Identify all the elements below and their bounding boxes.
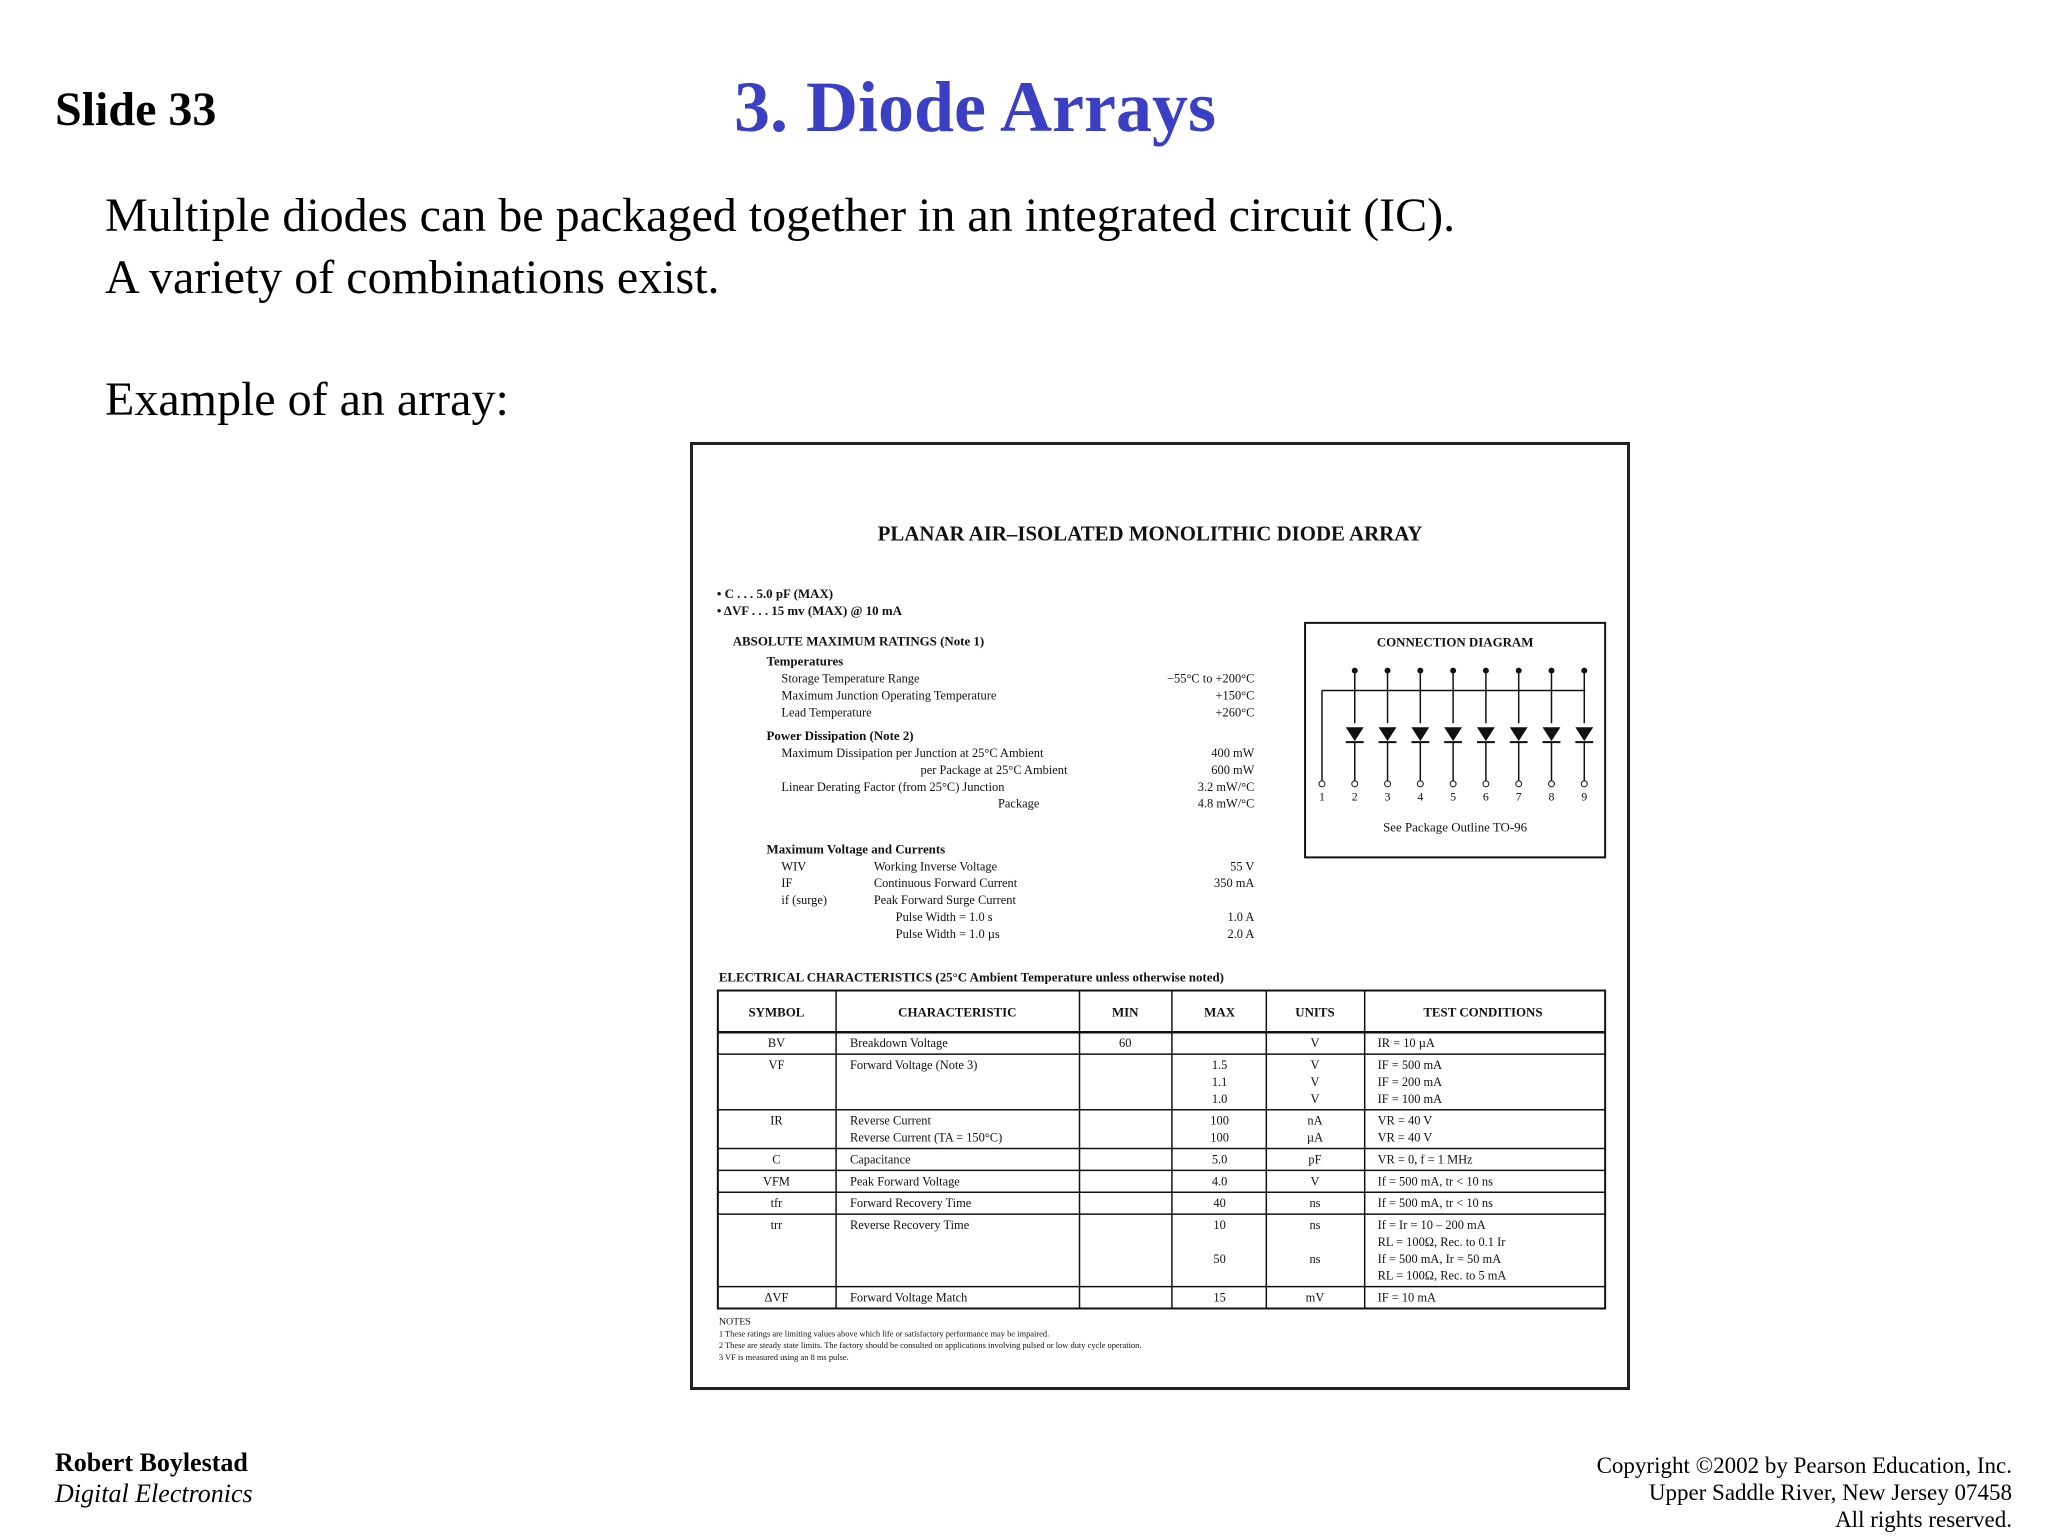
table-cell-characteristic: Forward Voltage (Note 3) (849, 1058, 978, 1073)
table-cell-characteristic: Forward Recovery Time (849, 1196, 972, 1211)
table-cell-characteristic: Breakdown Voltage (849, 1036, 948, 1051)
slide-title: 3. Diode Arrays (734, 67, 1216, 147)
diode-icon (1543, 727, 1561, 741)
footer-copyright-1: Copyright ©2002 by Pearson Education, Inc. (1596, 1453, 2012, 1478)
table-cell-max: 10 (1213, 1217, 1226, 1232)
table-cell-condition: RL = 100Ω, Rec. to 0.1 Ir (1377, 1234, 1506, 1249)
connection-title: CONNECTION DIAGRAM (1376, 634, 1534, 650)
rating-symbol: WIV (781, 859, 807, 874)
junction-dot (1549, 668, 1555, 674)
table-cell-symbol: C (772, 1152, 781, 1167)
pin-number: 7 (1515, 789, 1522, 804)
rating-label: Package (998, 796, 1040, 811)
rating-value: +150°C (1215, 688, 1255, 703)
diode-icon (1575, 727, 1593, 741)
pin-terminal (1516, 781, 1522, 787)
pin-terminal (1549, 781, 1555, 787)
rating-label: Maximum Junction Operating Temperature (781, 688, 997, 703)
table-cell-units: ns (1309, 1196, 1321, 1211)
rating-label: Continuous Forward Current (873, 876, 1018, 891)
table-cell-symbol: ΔVF (764, 1290, 789, 1305)
rating-value: 3.2 mW/°C (1197, 779, 1255, 794)
body-line-1: Multiple diodes can be packaged together in an integrated circuit (IC). (105, 189, 1456, 242)
datasheet-bullet: • ΔVF . . . 15 mv (MAX) @ 10 mA (716, 602, 902, 618)
rating-value: +260°C (1215, 705, 1255, 720)
table-cell-units: mV (1305, 1290, 1325, 1305)
table-cell-units: V (1310, 1058, 1320, 1073)
table-cell-max: 100 (1210, 1113, 1229, 1128)
table-cell-max: 4.0 (1211, 1174, 1228, 1189)
table-cell-units: ns (1309, 1217, 1321, 1232)
table-cell-characteristic: Peak Forward Voltage (849, 1174, 960, 1189)
pin-number: 8 (1548, 789, 1555, 804)
pin-terminal (1352, 781, 1358, 787)
rating-value: 2.0 A (1227, 926, 1255, 941)
diode-icon (1411, 727, 1429, 741)
table-cell-units: V (1310, 1074, 1320, 1089)
table-cell-max: 1.1 (1211, 1074, 1228, 1089)
junction-dot (1483, 668, 1489, 674)
rating-label: Maximum Dissipation per Junction at 25°C Ambient (781, 746, 1044, 761)
table-cell-units: V (1310, 1036, 1320, 1051)
body-line-2: A variety of combinations exist. (105, 251, 720, 304)
table-cell-symbol: trr (770, 1217, 783, 1232)
table-cell-max: 1.0 (1211, 1091, 1228, 1106)
elec-heading: ELECTRICAL CHARACTERISTICS (25°C Ambient Temperature unless otherwise noted) (718, 969, 1224, 985)
pin-terminal (1450, 781, 1456, 787)
datasheet-bullet: • C . . . 5.0 pF (MAX) (716, 586, 834, 602)
junction-dot (1417, 668, 1423, 674)
table-cell-condition: IF = 200 mA (1377, 1074, 1443, 1089)
pin-number: 3 (1384, 789, 1391, 804)
rating-label: Working Inverse Voltage (873, 859, 998, 874)
connection-note: See Package Outline TO-96 (1383, 819, 1528, 835)
rating-label: Pulse Width = 1.0 µs (895, 926, 1000, 941)
table-cell-max: 100 (1210, 1130, 1229, 1145)
rating-symbol: if (surge) (781, 893, 828, 908)
table-cell-condition: RL = 100Ω, Rec. to 5 mA (1377, 1268, 1507, 1283)
table-cell-condition: IF = 100 mA (1377, 1091, 1443, 1106)
junction-dot (1581, 668, 1587, 674)
rating-value: 350 mA (1214, 876, 1255, 891)
abs-max-heading: ABSOLUTE MAXIMUM RATINGS (Note 1) (732, 633, 985, 649)
pin-number: 1 (1318, 789, 1325, 804)
pin-terminal (1417, 781, 1423, 787)
rating-value: −55°C to +200°C (1167, 671, 1255, 686)
rating-label: Peak Forward Surge Current (873, 893, 1016, 908)
table-cell-max: 50 (1213, 1251, 1226, 1266)
datasheet-image (690, 442, 1630, 1390)
pin-number: 9 (1581, 789, 1588, 804)
notes-heading: NOTES (718, 1316, 751, 1328)
diode-icon (1477, 727, 1495, 741)
table-cell-max: 15 (1213, 1290, 1226, 1305)
table-cell-symbol: tfr (770, 1196, 783, 1211)
table-cell-units: µA (1306, 1130, 1324, 1145)
table-cell-condition: If = 500 mA, tr < 10 ns (1377, 1196, 1493, 1211)
note-line: 2 These are steady state limits. The factory should be consulted on applications involving pulsed or low duty cycle operation. (718, 1340, 1142, 1351)
table-cell-condition: VR = 40 V (1377, 1113, 1433, 1128)
footer-copyright-3: All rights reserved. (1835, 1507, 2012, 1532)
footer-book: Digital Electronics (55, 1479, 253, 1508)
diode-icon (1379, 727, 1397, 741)
table-cell-symbol: IR (770, 1113, 783, 1128)
table-cell-characteristic: Forward Voltage Match (849, 1290, 968, 1305)
table-cell-units: ns (1309, 1251, 1321, 1266)
datasheet-title: PLANAR AIR–ISOLATED MONOLITHIC DIODE ARRAY (877, 521, 1423, 546)
table-cell-units: V (1310, 1174, 1320, 1189)
table-header: UNITS (1295, 1004, 1335, 1020)
pin-terminal (1385, 781, 1391, 787)
rating-value: 400 mW (1211, 746, 1255, 761)
pin-terminal (1581, 781, 1587, 787)
table-header: MIN (1111, 1004, 1139, 1020)
table-header: TEST CONDITIONS (1423, 1004, 1543, 1020)
rating-label: Lead Temperature (781, 705, 872, 720)
table-cell-min: 60 (1119, 1036, 1132, 1051)
rating-value: 1.0 A (1227, 909, 1255, 924)
pin-terminal (1319, 781, 1325, 787)
rating-value: 600 mW (1211, 762, 1255, 777)
diode-icon (1346, 727, 1364, 741)
table-header: SYMBOL (748, 1004, 805, 1020)
datasheet-figure (693, 445, 1627, 1387)
table-cell-condition: IR = 10 µA (1377, 1036, 1435, 1051)
table-cell-characteristic: Reverse Current (849, 1113, 931, 1128)
table-cell-units: nA (1307, 1113, 1323, 1128)
rating-label: Linear Derating Factor (from 25°C) Junction (781, 779, 1005, 794)
table-cell-characteristic: Reverse Current (TA = 150°C) (849, 1130, 1003, 1145)
diode-icon (1444, 727, 1462, 741)
junction-dot (1385, 668, 1391, 674)
table-cell-condition: IF = 10 mA (1377, 1290, 1436, 1305)
pin-number: 4 (1417, 789, 1424, 804)
table-cell-characteristic: Reverse Recovery Time (849, 1217, 970, 1232)
rating-label: Pulse Width = 1.0 s (895, 909, 993, 924)
voltage-heading: Maximum Voltage and Currents (766, 841, 946, 857)
table-cell-symbol: VF (768, 1058, 785, 1073)
table-cell-condition: VR = 40 V (1377, 1130, 1433, 1145)
table-header: MAX (1204, 1004, 1236, 1020)
junction-dot (1516, 668, 1522, 674)
table-cell-condition: If = 500 mA, Ir = 50 mA (1377, 1251, 1502, 1266)
table-cell-condition: If = 500 mA, tr < 10 ns (1377, 1174, 1493, 1189)
rating-symbol: IF (781, 876, 793, 891)
rating-label: per Package at 25°C Ambient (920, 762, 1068, 777)
table-cell-condition: IF = 500 mA (1377, 1058, 1443, 1073)
table-cell-symbol: VFM (763, 1174, 790, 1189)
pin-number: 2 (1351, 789, 1358, 804)
note-line: 1 These ratings are limiting values above which life or satisfactory performance may be impaired. (718, 1328, 1050, 1339)
table-cell-max: 5.0 (1211, 1152, 1228, 1167)
table-cell-units: V (1310, 1091, 1320, 1106)
rating-label: Storage Temperature Range (781, 671, 920, 686)
junction-dot (1352, 668, 1358, 674)
table-header: CHARACTERISTIC (898, 1004, 1017, 1020)
table-cell-max: 1.5 (1211, 1058, 1228, 1073)
table-cell-characteristic: Capacitance (849, 1152, 911, 1167)
footer-copyright-2: Upper Saddle River, New Jersey 07458 (1648, 1480, 2012, 1505)
table-cell-units: pF (1308, 1152, 1322, 1167)
rating-value: 4.8 mW/°C (1197, 796, 1255, 811)
power-heading: Power Dissipation (Note 2) (766, 728, 914, 744)
junction-dot (1450, 668, 1456, 674)
table-cell-condition: If = Ir = 10 – 200 mA (1377, 1217, 1486, 1232)
pin-number: 5 (1450, 789, 1457, 804)
footer-author: Robert Boylestad (55, 1448, 248, 1477)
pin-number: 6 (1482, 789, 1489, 804)
pin-terminal (1483, 781, 1489, 787)
table-cell-condition: VR = 0, f = 1 MHz (1377, 1152, 1473, 1167)
diode-icon (1510, 727, 1528, 741)
table-cell-max: 40 (1213, 1196, 1226, 1211)
table-cell-symbol: BV (767, 1036, 786, 1051)
temperatures-heading: Temperatures (766, 653, 844, 669)
example-label: Example of an array: (105, 373, 509, 426)
slide-number: Slide 33 (55, 83, 217, 136)
rating-value: 55 V (1230, 859, 1255, 874)
note-line: 3 VF is measured using an 8 ms pulse. (718, 1352, 849, 1363)
